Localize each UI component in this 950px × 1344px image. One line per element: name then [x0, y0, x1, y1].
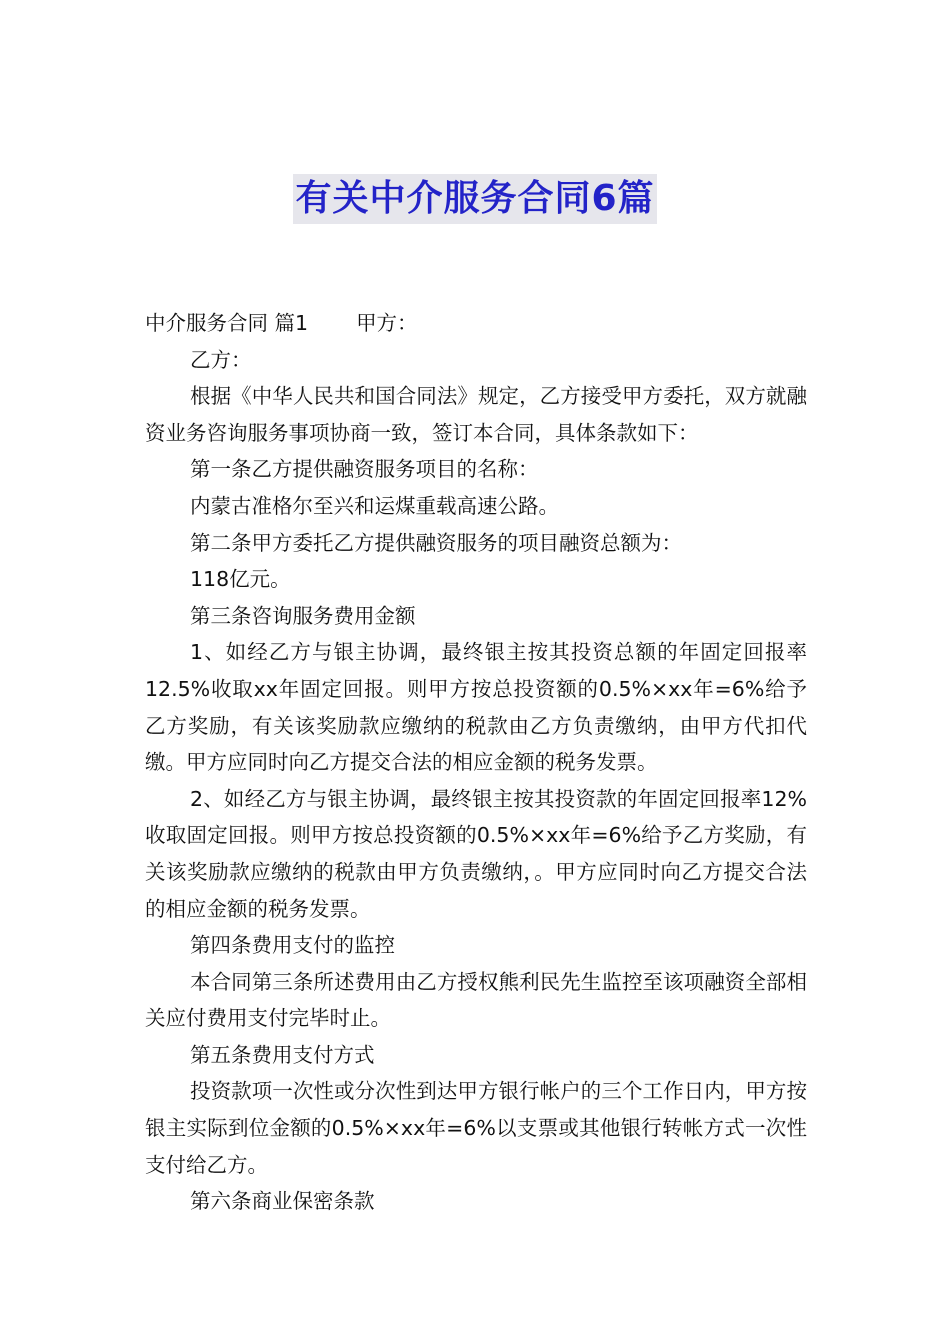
party-a-label: 甲方：	[356, 311, 418, 335]
paragraph-article-3-title: 第三条咨询服务费用金额	[190, 603, 416, 628]
contract-heading-label: 中介服务合同 篇1	[145, 311, 309, 335]
paragraph-article-3-item-2: 2、如经乙方与银主协调，最终银主按其投资款的年固定回报率12%收取固定回报。则甲方按总投资额的0.5%×xx年=6%给予乙方奖励，有关该奖励款应缴纳的税款由甲方负责缴纳，。甲方应同时向乙方提交合法的相应金额的税务发票。	[145, 786, 807, 921]
paragraph-article-1-title: 第一条乙方提供融资服务项目的名称：	[190, 457, 539, 482]
paragraph-article-2-title: 第二条甲方委托乙方提供融资服务的项目融资总额为：	[190, 530, 682, 555]
paragraph-article-4-title: 第四条费用支付的监控	[190, 933, 395, 958]
document-body	[145, 305, 807, 1220]
paragraph-preamble: 根据《中华人民共和国合同法》规定，乙方接受甲方委托，双方就融资业务咨询服务事项协商一致，签订本合同，具体条款如下：	[145, 384, 807, 445]
title-container	[0, 174, 950, 224]
document-title: 有关中介服务合同6篇	[293, 174, 656, 224]
contract-heading-line	[145, 305, 807, 342]
paragraph-article-5-title: 第五条费用支付方式	[190, 1042, 375, 1067]
paragraph-article-2-content: 118亿元。	[190, 567, 291, 592]
paragraph-article-4-content: 本合同第三条所述费用由乙方授权熊利民先生监控至该项融资全部相关应付费用支付完毕时止。	[145, 969, 807, 1031]
paragraph-article-5-content: 投资款项一次性或分次性到达甲方银行帐户的三个工作日内，甲方按银主实际到位金额的0.5%×xx年=6%以支票或其他银行转帐方式一次性支付给乙方。	[145, 1079, 807, 1177]
paragraph-article-3-item-1: 1、如经乙方与银主协调，最终银主按其投资总额的年固定回报率12.5%收取xx年固定回报。则甲方按总投资额的0.5%×xx年=6%给予乙方奖励，有关该奖励款应缴纳的税款由乙方负责缴纳，由甲方代扣代缴。甲方应同时向乙方提交合法的相应金额的税务发票。	[145, 640, 807, 775]
paragraph-article-1-content: 内蒙古准格尔至兴和运煤重载高速公路。	[190, 493, 559, 518]
paragraph-party-b: 乙方：	[190, 347, 252, 372]
paragraph-article-6-title: 第六条商业保密条款	[190, 1189, 375, 1214]
